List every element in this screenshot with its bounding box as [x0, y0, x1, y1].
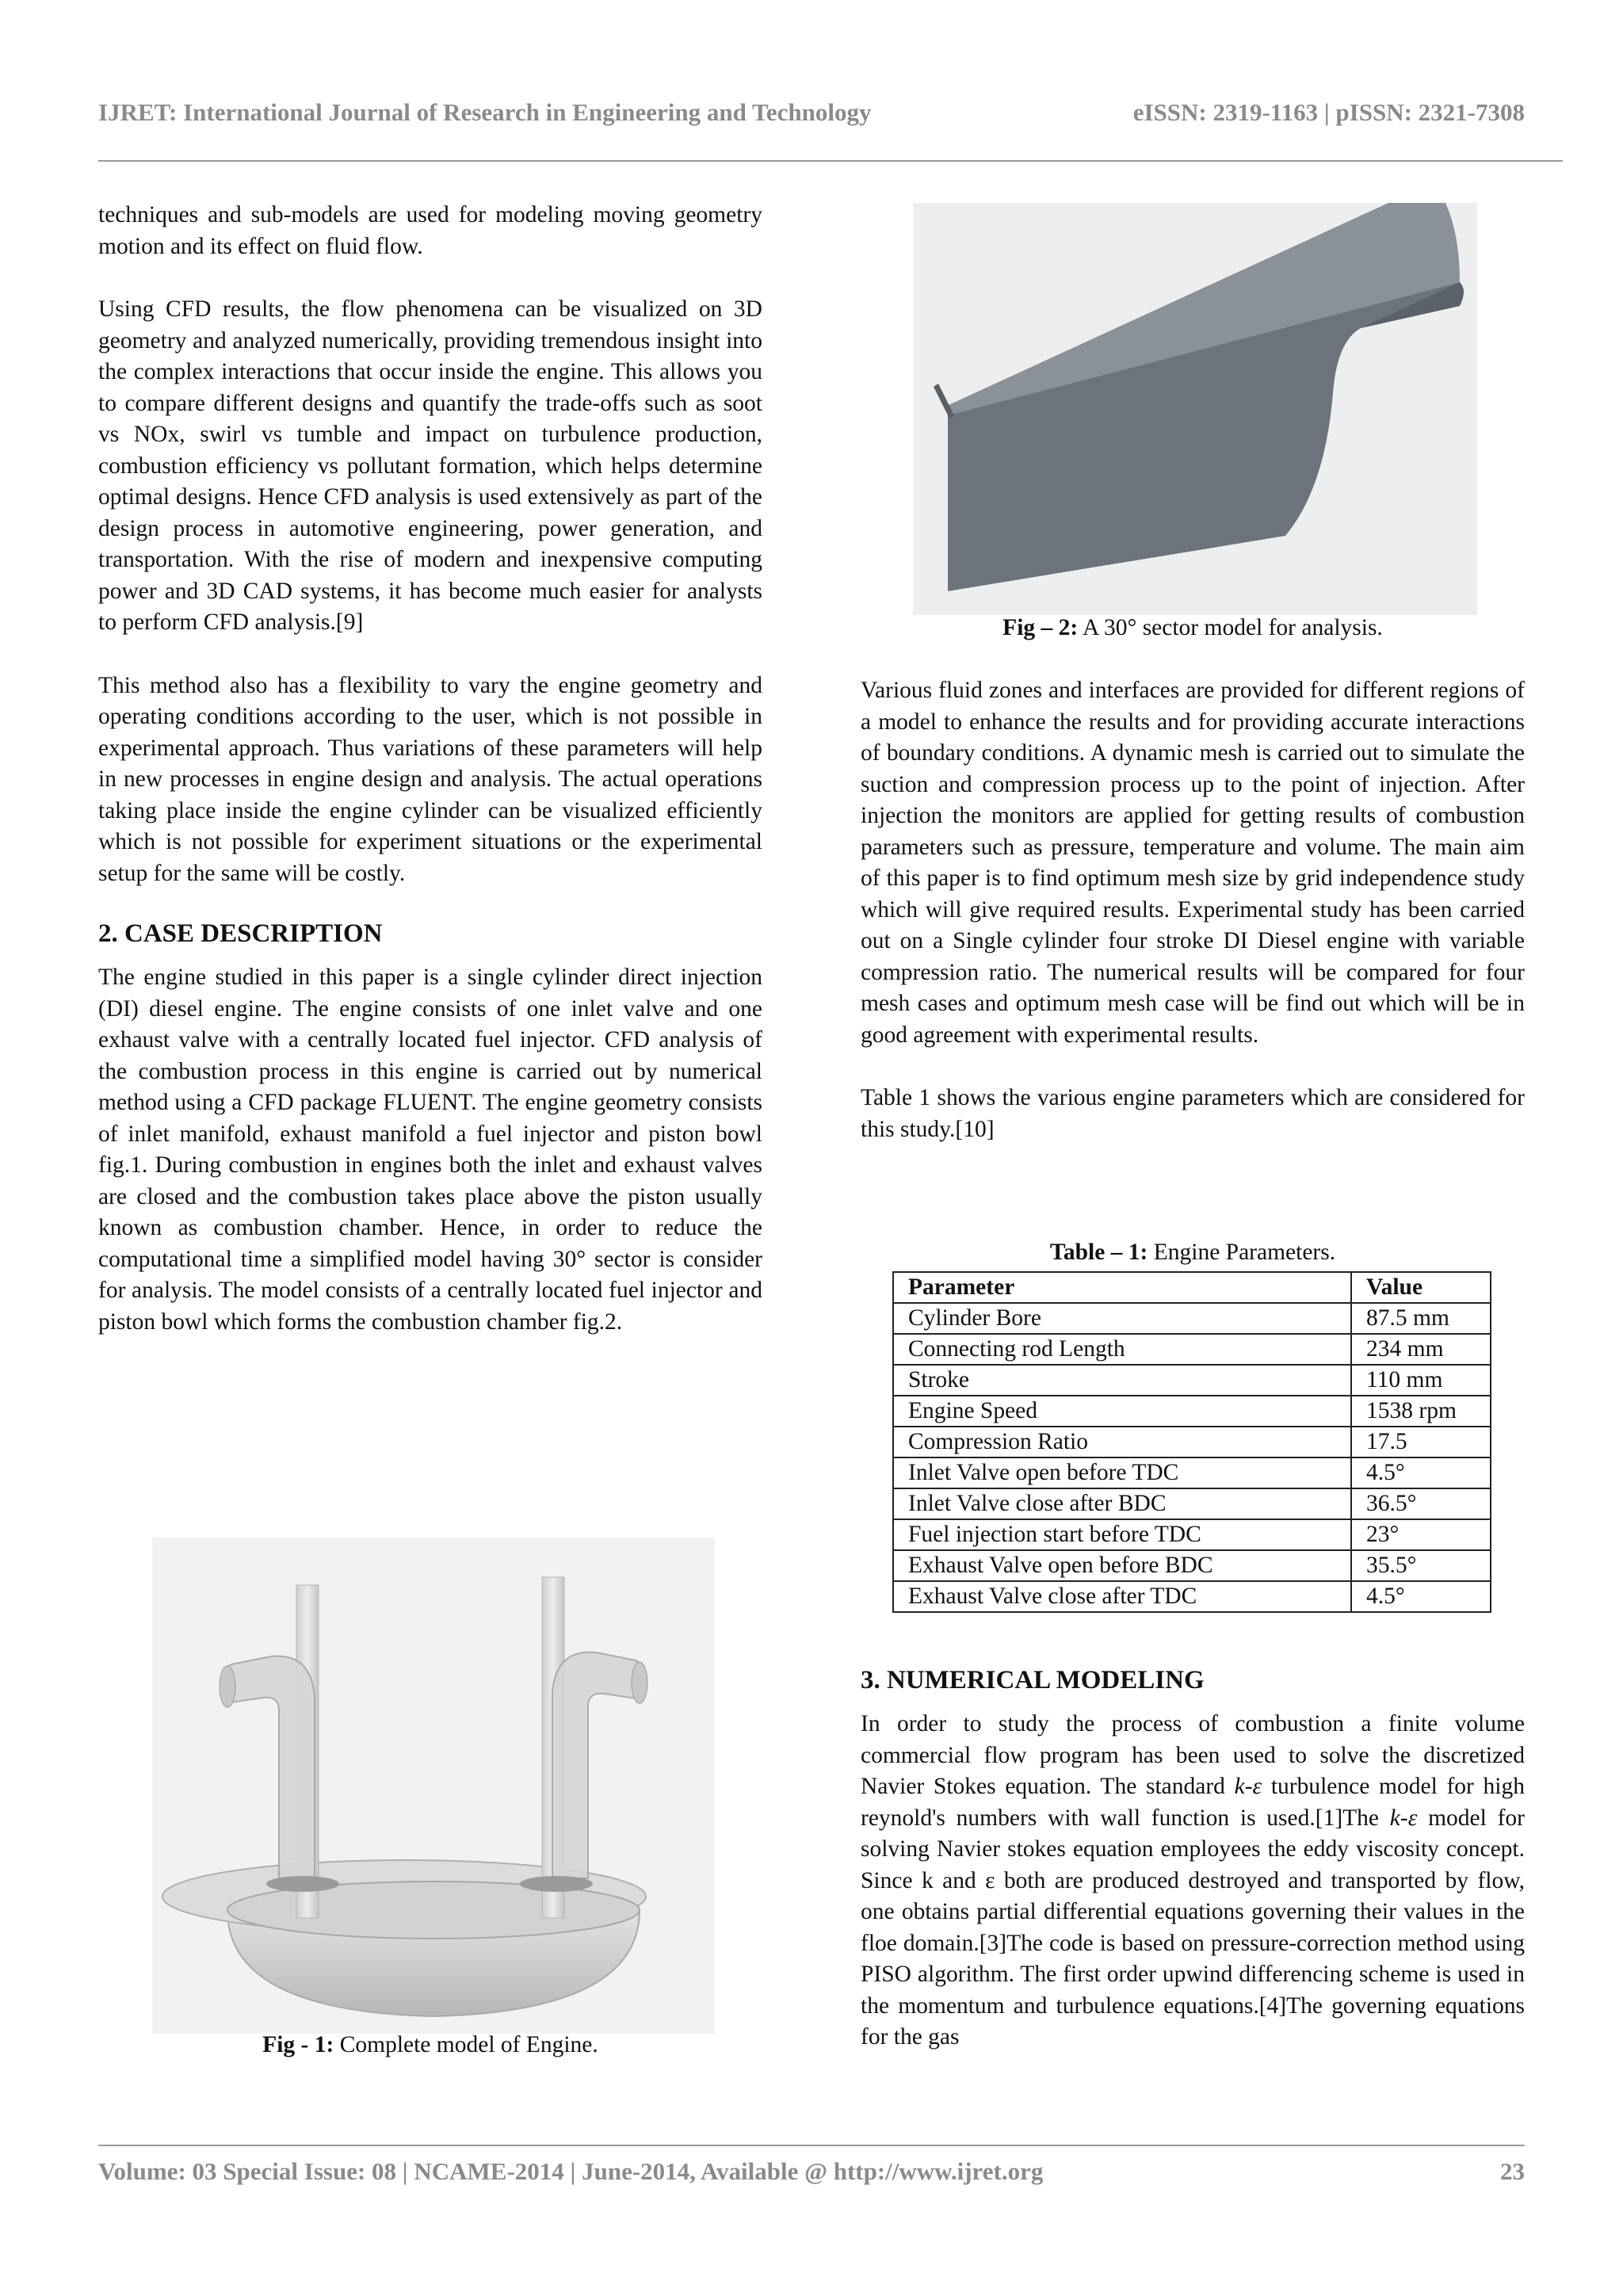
- table-cell-parameter: Engine Speed: [893, 1396, 1351, 1427]
- header-rule: [98, 160, 1563, 162]
- page-footer: [98, 2157, 1525, 2194]
- table-cell-parameter: Cylinder Bore: [893, 1303, 1351, 1334]
- table-cell-parameter: Inlet Valve close after BDC: [893, 1488, 1351, 1519]
- table-cell-value: 234 mm: [1351, 1334, 1491, 1365]
- table-row: [893, 1334, 1491, 1365]
- table-cell-parameter: Inlet Valve open before TDC: [893, 1457, 1351, 1488]
- table-row: [893, 1519, 1491, 1550]
- issn-text: eISSN: 2319-1163 | pISSN: 2321-7308: [1132, 98, 1525, 126]
- figure-2-label: Fig – 2:: [1002, 615, 1079, 640]
- table-1-label: Table – 1:: [1049, 1240, 1148, 1265]
- table-cell-parameter: Connecting rod Length: [893, 1334, 1351, 1365]
- right-paragraph-2: Table 1 shows the various engine parameters which are considered for this study.[10]: [861, 1085, 1525, 1142]
- para3-part-c: model for solving Navier stokes equation employees the eddy viscosity concept. Since k and ε both are produced destroyed and transported by flow, one obtains partial differential equations governing their values in the floe domain.[3]The code is based on pressure-correction method using PISO algorithm. The first order upwind differencing scheme is used in the momentum and turbulence equations.[4]The governing equations for the gas: [861, 1805, 1525, 2050]
- table-header-value: Value: [1351, 1272, 1491, 1303]
- left-paragraph-4: The engine studied in this paper is a single cylinder direct injection (DI) diesel engine. The engine consists of one inlet valve and one exhaust valve with a centrally located fuel injector. CFD analysis of the combustion process in this engine is carried out by numerical method using a CFD package FLUENT. The engine geometry consists of inlet manifold, exhaust manifold a fuel injector and piston bowl fig.1. During combustion in engines both the inlet and exhaust valves are closed and the combustion takes place above the piston usually known as combustion chamber. Hence, in order to reduce the computational time a simplified model having 30° sector is consider for analysis. The model consists of a centrally located fuel injector and piston bowl which forms the combustion chamber fig.2.: [98, 965, 762, 1335]
- table-row: [893, 1457, 1491, 1488]
- page-number: 23: [1500, 2157, 1525, 2185]
- table-cell-value: 1538 rpm: [1351, 1396, 1491, 1427]
- engine-parameters-table: [892, 1271, 1491, 1613]
- table-1-caption-text: Engine Parameters.: [1148, 1240, 1336, 1265]
- left-column: [98, 200, 762, 1370]
- table-cell-parameter: Compression Ratio: [893, 1427, 1351, 1457]
- table-row: [893, 1488, 1491, 1519]
- right-column-section-3: [861, 1664, 1525, 2053]
- table-cell-parameter: Stroke: [893, 1365, 1351, 1396]
- right-column: [861, 675, 1525, 1177]
- right-paragraph-1: Various fluid zones and interfaces are provided for different regions of a model to enhance the results and for providing accurate interactions of boundary conditions. A dynamic mesh is carried out to simulate the suction and compression process up to the point of injection. After injection the monitors are applied for getting results of combustion parameters such as pressure, temperature and volume. The main aim of this paper is to find optimum mesh size by grid independence study which will give required results. Experimental study has been carried out on a Single cylinder four stroke DI Diesel engine with variable compression ratio. The numerical results will be compared for four mesh cases and optimum mesh case will be find out which will be in good agreement with experimental results.: [861, 678, 1525, 1048]
- table-cell-value: 87.5 mm: [1351, 1303, 1491, 1334]
- left-paragraph-1: techniques and sub-models are used for modeling moving geometry motion and its effect on fluid flow.: [98, 202, 762, 259]
- figure-2-caption: [861, 615, 1525, 641]
- table-1-caption: [861, 1240, 1525, 1266]
- footer-volume-info: Volume: 03 Special Issue: 08 | NCAME-2014 | June-2014, Available @ http://www.ijret.org: [98, 2157, 1044, 2185]
- table-row: [893, 1365, 1491, 1396]
- table-cell-value: 23°: [1351, 1519, 1491, 1550]
- right-paragraph-3: [861, 1709, 1525, 2053]
- table-row: [893, 1303, 1491, 1334]
- table-cell-value: 110 mm: [1351, 1365, 1491, 1396]
- left-paragraph-3: This method also has a flexibility to vary the engine geometry and operating conditions according to the user, which is not possible in experimental approach. Thus variations of these parameters will help in new processes in engine design and analysis. The actual operations taking place inside the engine cylinder can be visualized efficiently which is not possible for experiment situations or the experimental setup for the same will be costly.: [98, 672, 762, 886]
- k-epsilon-term: k-ε: [1389, 1805, 1418, 1831]
- para3-part-b: turbulence model for high reynold's numbers with wall function is used.[1]The: [861, 1774, 1525, 1831]
- table-cell-parameter: Exhaust Valve open before BDC: [893, 1550, 1351, 1581]
- figure-2-caption-text: A 30° sector model for analysis.: [1078, 615, 1383, 640]
- table-cell-value: 36.5°: [1351, 1488, 1491, 1519]
- journal-title: IJRET: International Journal of Research in Engineering and Technology: [98, 98, 872, 126]
- section-2-heading: 2. CASE DESCRIPTION: [98, 919, 383, 948]
- table-cell-value: 35.5°: [1351, 1550, 1491, 1581]
- table-row: [893, 1581, 1491, 1612]
- page-header: [98, 98, 1525, 138]
- k-epsilon-term: k-ε: [1234, 1774, 1262, 1799]
- footer-rule: [98, 2145, 1525, 2146]
- table-row: [893, 1427, 1491, 1457]
- figure-1-caption-text: Complete model of Engine.: [334, 2032, 598, 2057]
- table-header-parameter: Parameter: [893, 1272, 1351, 1303]
- left-paragraph-2: Using CFD results, the flow phenomena can be visualized on 3D geometry and analyzed numerically, providing tremendous insight into the complex interactions that occur inside the engine. This allows you to compare different designs and quantify the trade-offs such as soot vs NOx, swirl vs tumble and impact on turbulence production, combustion efficiency vs pollutant formation, which helps determine optimal designs. Hence CFD analysis is used extensively as part of the design process in automotive engineering, power generation, and transportation. With the rise of modern and inexpensive computing power and 3D CAD systems, it has become much easier for analysts to perform CFD analysis.[9]: [98, 296, 762, 635]
- table-cell-value: 4.5°: [1351, 1581, 1491, 1612]
- section-3-heading: 3. NUMERICAL MODELING: [861, 1666, 1205, 1694]
- figure-1-label: Fig - 1:: [262, 2032, 334, 2057]
- table-cell-parameter: Exhaust Valve close after TDC: [893, 1581, 1351, 1612]
- table-row: [893, 1396, 1491, 1427]
- figure-1-caption: [98, 2032, 762, 2058]
- table-row: [893, 1550, 1491, 1581]
- figure-1-engine-model: [152, 1538, 715, 2034]
- table-cell-parameter: Fuel injection start before TDC: [893, 1519, 1351, 1550]
- figure-2-sector-model: [913, 203, 1477, 615]
- table-cell-value: 4.5°: [1351, 1457, 1491, 1488]
- table-cell-value: 17.5: [1351, 1427, 1491, 1457]
- para3-part-a: In order to study the process of combustion a finite volume commercial flow program has been used to solve the discretized Navier Stokes equation. The standard: [861, 1711, 1525, 1799]
- table-header-row: [893, 1272, 1491, 1303]
